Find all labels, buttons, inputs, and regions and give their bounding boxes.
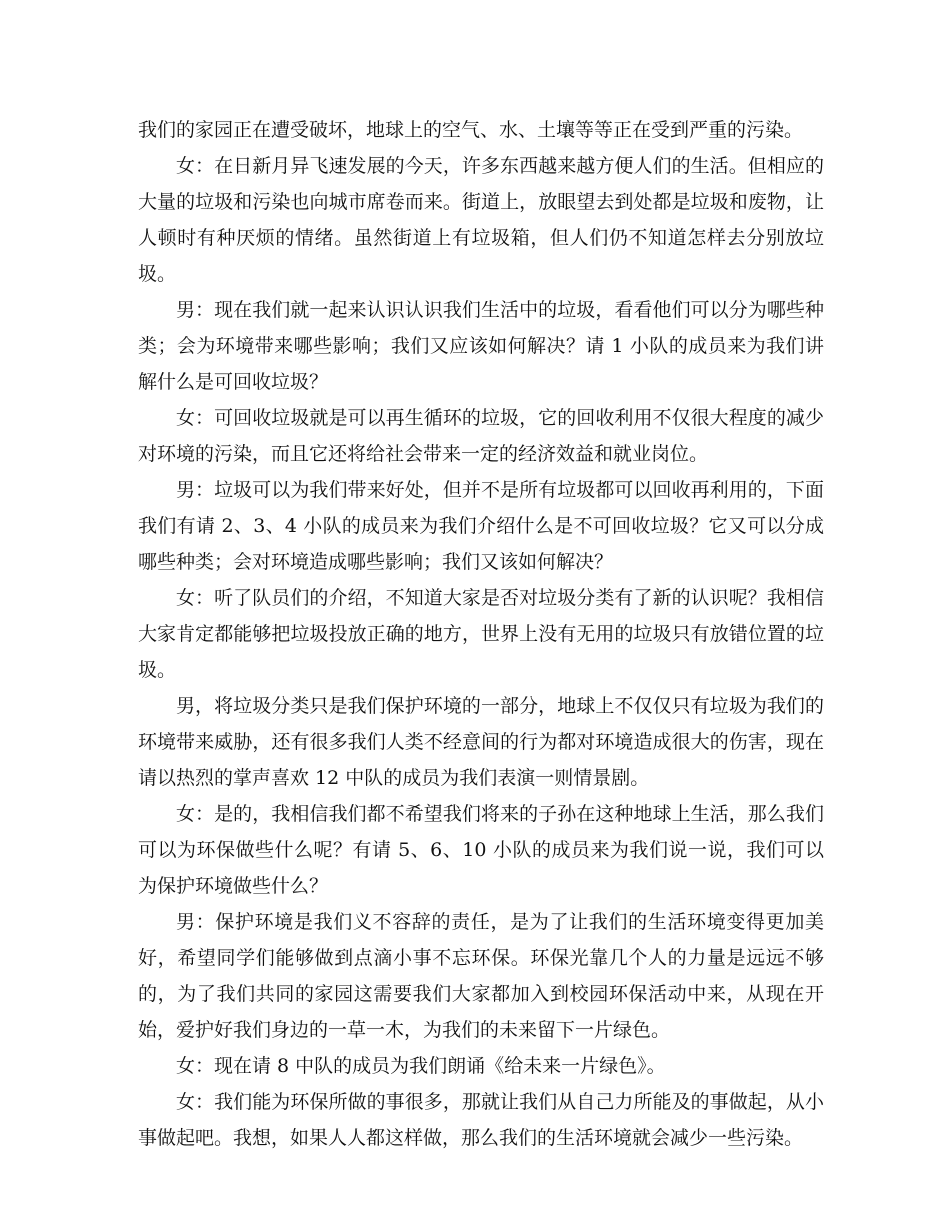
paragraph-male-responsibility: 男：保护环境是我们义不容辞的责任，是为了让我们的生活环境变得更加美好，希望同学们能够做到点滴小事不忘环保。环保光靠几个人的力量是远远不够的，为了我们共同的家园这需要我们大家都加入到校园环保活动中来，从现在开始，爱护好我们身边的一草一木，为我们的未来留下一片绿色。 (138, 911, 824, 1041)
paragraph-male-skit: 男，将垃圾分类只是我们保护环境的一部分，地球上不仅仅只有垃圾为我们的环境带来威胁，还有很多我们人类不经意间的行为都对环境造成很大的伤害，现在请以热烈的掌声喜欢 12 中队的成员为我们表演一则情景剧。 (138, 695, 824, 789)
paragraph-female-sorting: 女：听了队员们的介绍，不知道大家是否对垃圾分类有了新的认识呢？我相信大家肯定都能够把垃圾投放正确的地方，世界上没有无用的垃圾只有放错位置的垃圾。 (138, 587, 824, 681)
paragraph-continuation: 我们的家园正在遭受破坏，地球上的空气、水、土壤等等正在受到严重的污染。 (138, 119, 804, 141)
paragraph-male-garbage-types: 男：现在我们就一起来认识认识我们生活中的垃圾，看看他们可以分为哪些种类；会为环境带来哪些影响；我们又应该如何解决？请 1 小队的成员来为我们讲解什么是可回收垃圾？ (138, 299, 824, 393)
paragraph-female-intro: 女：在日新月异飞速发展的今天，许多东西越来越方便人们的生活。但相应的大量的垃圾和污染也向城市席卷而来。街道上，放眼望去到处都是垃圾和废物，让人顿时有种厌烦的情绪。虽然街道上有垃圾箱，但人们仍不知道怎样去分别放垃圾。 (138, 155, 824, 285)
paragraph-female-recitation: 女：现在请 8 中队的成员为我们朗诵《给未来一片绿色》。 (176, 1055, 666, 1077)
document-body (138, 112, 824, 1156)
paragraph-male-non-recyclable: 男：垃圾可以为我们带来好处，但并不是所有垃圾都可以回收再利用的，下面我们有请 2、3、4 小队的成员来为我们介绍什么是不可回收垃圾？它又可以分成哪些种类；会对环境造成哪些影响；我们又该如何解决？ (138, 479, 824, 573)
paragraph-female-recyclable: 女：可回收垃圾就是可以再生循环的垃圾，它的回收利用不仅很大程度的减少对环境的污染，而且它还将给社会带来一定的经济效益和就业岗位。 (138, 407, 824, 465)
paragraph-female-what-to-do: 女：是的，我相信我们都不希望我们将来的子孙在这种地球上生活，那么我们可以为环保做些什么呢？有请 5、6、10 小队的成员来为我们说一说，我们可以为保护环境做些什么？ (138, 803, 824, 897)
paragraph-female-closing: 女：我们能为环保所做的事很多，那就让我们从自己力所能及的事做起，从小事做起吧。我想，如果人人都这样做，那么我们的生活环境就会减少一些污染。 (138, 1091, 824, 1149)
